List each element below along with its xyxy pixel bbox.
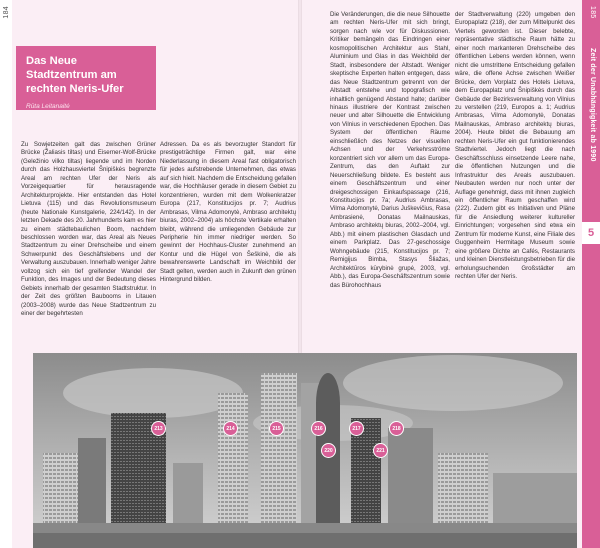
- skyline-illustration: [33, 353, 577, 548]
- right-margin-strip: [582, 0, 600, 548]
- text-column-3: Die Veränderungen, die die neue Silhouette am rechten Neris-Ufer mit sich bringt, sorgen nach wie vor für Diskussionen. Kritiker bemängeln das Eindringen einer kosmopolitischen Architektur aus Stahl, Aluminium und Glas in das Weichbild der Stadt, insbesondere der Altstadt. Weniger skeptische Experten halten entgegen, dass das Neue Stadtzentrum getrennt von der Altstadt entstehe und topografisch wie inhaltlich genügend Abstand halte; darüber hinaus illustriere der Kontrast zwischen neuer und alter Silhouette die Entwicklung von Vilnius in verschiedenen Epochen. Das System der öffentlichen Räume einschließlich des Netzes der visuellen Achsen und der Verkehrsströme konzentriert sich vor allem um das Europa-Zentrum, das den Auftakt zur Neuerschließung bildete. Es besteht aus einem Geschäftszentrum und einer dreigeschossigen Einkaufspassage (216, Konstitucijos pr. 7a; Audrius Ambrasas, Vilma Adomonytė, Darius Juškevičius, Rasa Ambrasienė, Donatas Mailnauskas, Ambraso architektų biuras, 2002–2004, vgl. Abb.) mit einem plastischen Glasdach und einem Parkplatz. Das 27-geschossige Wohngebäude (215, Konstitucijos pr. 7; Remigijus Bimba, Stasys Šliažas, Architektūros kūrybinė grupė, 2003, vgl. Abb.), das Europa-Geschäftszentrum sowie das Bürohochhaus: [330, 11, 450, 289]
- photo-marker: 220: [321, 443, 336, 458]
- page-number-right: 185: [589, 6, 596, 19]
- photo-marker: 221: [373, 443, 388, 458]
- text-column-4: der Stadtverwaltung (220) umgeben den Europaplatz (218), der zum Mittelpunkt des Viertels geworden ist. Dieser belebte, repräsentative städtische Raum hätte zu einer noch markanteren Drehscheibe des öffentlichen Lebens werden können, wenn nicht die umstrittene Entscheidung gefallen wäre, die offene Achse zwischen Weißer Brücke, dem Vorplatz des Hotels Lietuva, dem Europaplatz und Šnipiškės durch das Gebäude der Bezirksverwaltung von Vilnius zu verstellen (219, Europos a. 1; Audrius Ambrasas, Vilma Adomonytė, Donatas Mailnauskas, Ambraso architektų biuras, 2004). Heute bildet die Bebauung am rechten Neris-Ufer ein gut funktionierendes Stadtviertel. Jedoch liegt die nach Geschäftsschluss einsetzende Leere nahe, die öffentlichen Nutzungen und die Infrastruktur des Areals auszubauen. Neubauten werden nur noch unter der Auflage genehmigt, dass mit ihnen zugleich ein öffentlicher Raum geschaffen wird (222). Zudem gibt es Initiativen und Pläne für die Ansiedlung weiterer kultureller Einrichtungen; vorgesehen sind etwa ein Zentrum für moderne Kunst, eine Filiale des Guggenheim Hermitage Museum sowie eine größere Dichte an Cafés, Restaurants und kleinen Dienstleistungsbetrieben für die erholungsuchenden Großstädter am rechten Ufer der Neris.: [455, 11, 575, 281]
- chapter-tab: 5: [582, 222, 600, 244]
- photo-marker: 215: [269, 421, 284, 436]
- page-number-left: 184: [3, 6, 10, 19]
- text-column-2: Adressen. Da es als bevorzugter Standort für prestigeträchtige Firmen galt, war eine Niederlassung in diesem Areal fast obligatorisch für jedes aufstrebende Unternehmen, das etwas auf sich hielt. Nachdem die Entscheidung gefallen war, die Hochhäuser gerade in diesem Gebiet zu konzentrieren, wurden mit dem Wolkenkratzer Europa (217, Konstitucijos pr. 7; Audrius Ambrasas, Vilma Adomonytė, Ambraso architektų biuras, 2002–2004) als höchste Vertikale erhalten bleibt, während die umliegenden Gebäude zur Peripherie hin immer niedriger werden. So gewinnt der Hochhaus-Cluster zunehmend an Kontur und die Hügel von Šeškinė, die als bewahrenswerte Landschaft im Weichbild der Stadt gelten, werden auch in Zukunft den grünen Hintergrund bilden.: [160, 141, 296, 284]
- photo-marker: 218: [389, 421, 404, 436]
- skyline-photo: [33, 353, 577, 548]
- article-author: Rūta Leitanaitė: [26, 103, 70, 110]
- text-column-1: Zu Sowjetzeiten galt das zwischen Grüner Brücke (Žaliasis tiltas) und Eiserner-Wolf-Brücke (Geležinio vilko tiltas) liegende und im Norden durch das Holzhausviertel Šnipiškės begrenzte Areal am rechten Ufer der Neris als Vorzeigequartier für herausragende Architekturprojekte. Hier entstanden das Hotel Lietuva (115) und das Revolutionsmuseum (heute Nationale Kunstgalerie, 224/142). In der letzten Dekade des 20. Jahrhunderts kam es hier zu einem städtebaulichen Boom, nachdem beschlossen worden war, das Areal als Neues Stadtzentrum zu einer Drehscheibe und einem Schwerpunkt des Geschäftslebens und der Verwaltung auszubauen. Innerhalb weniger Jahre vollzog sich ein tief greifender Wandel der Funktion, des Images und der Bedeutung dieses Gebiets innerhalb der gesamten Stadtstruktur. In der Zeit des größten Baubooms in Litauen (2003–2008) wurde das Neue Stadtzentrum zu einer der begehrtesten: [21, 141, 156, 318]
- photo-marker: 216: [311, 421, 326, 436]
- photo-marker: 214: [223, 421, 238, 436]
- running-head: Zeit der Unabhängigkeit ab 1990: [589, 48, 596, 162]
- photo-marker: 217: [349, 421, 364, 436]
- title-box: [16, 46, 156, 110]
- photo-marker: 213: [151, 421, 166, 436]
- left-margin-strip: [0, 0, 12, 548]
- article-title: Das Neue Stadtzentrum am rechten Neris-Ufer: [26, 55, 124, 95]
